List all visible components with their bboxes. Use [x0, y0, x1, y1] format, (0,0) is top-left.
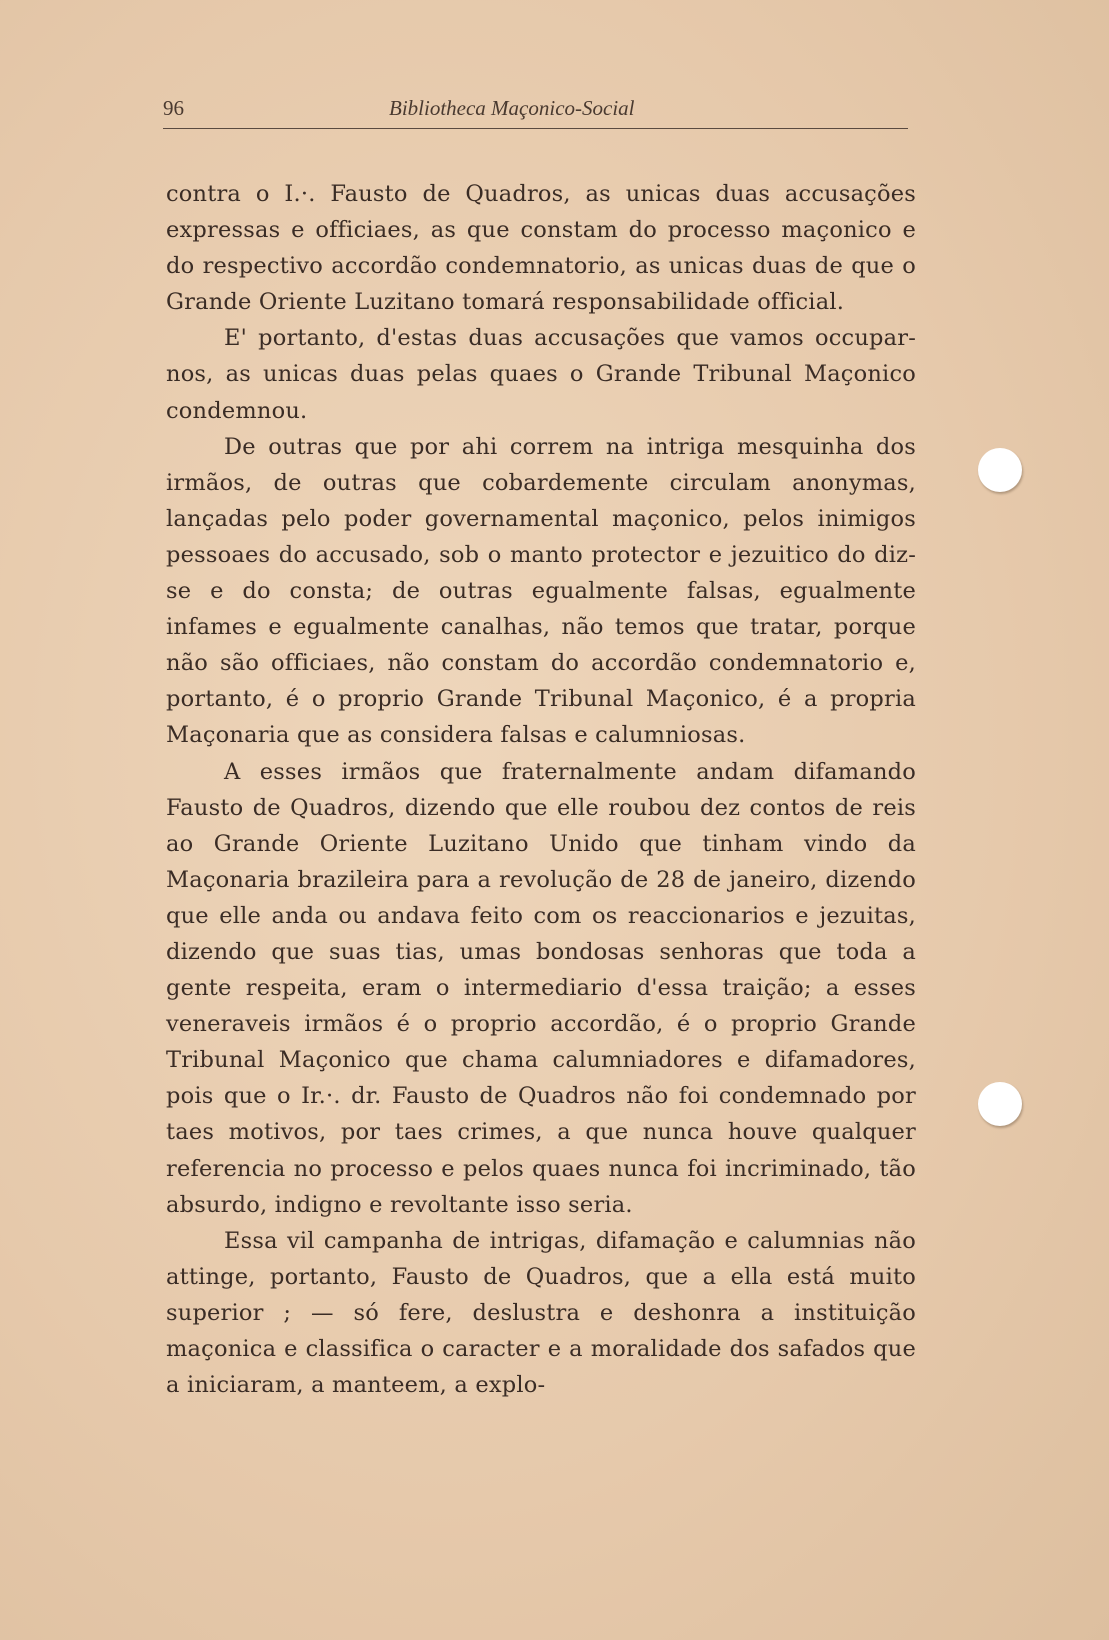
- body-text: [166, 176, 916, 1403]
- running-title: Bibliotheca Maçonico-Social: [389, 96, 635, 120]
- header-rule: [163, 128, 908, 129]
- punch-hole: [978, 448, 1022, 492]
- page-header: [163, 94, 908, 128]
- paragraph: A esses irmãos que fraternalmente andam difamando Fausto de Quadros, dizendo que elle roubou dez contos de reis ao Grande Oriente Luzitano Unido que tinham vindo da Maçonaria brazileira para a revolução de 28 de janeiro, dizendo que elle anda ou andava feito com os reaccionarios e jezuitas, dizendo que suas tias, umas bondosas senhoras que toda a gente respeita, eram o intermediario d'essa traição; a esses veneraveis irmãos é o proprio accordão, é o proprio Grande Tribunal Maçonico que chama calumniadores e difamadores, pois que o Ir.·. dr. Fausto de Quadros não foi condemnado por taes motivos, por taes crimes, a que nunca houve qualquer referencia no processo e pelos quaes nunca foi incriminado, tão absurdo, indigno e revoltante isso seria.: [166, 758, 916, 1218]
- paragraph: E' portanto, d'estas duas accusações que vamos occupar-nos, as unicas duas pelas quaes o Grande Tribunal Maçonico condemnou.: [166, 325, 916, 424]
- punch-hole: [978, 1082, 1022, 1126]
- paragraph: De outras que por ahi correm na intriga mesquinha dos irmãos, de outras que cobardemente circulam anonymas, lançadas pelo poder governamental maçonico, pelos inimigos pessoaes do accusado, sob o manto protector e jezuitico do diz-se e do consta; de outras egualmente falsas, egualmente infames e egualmente canalhas, não temos que tratar, porque não são officiaes, não constam do accordão condemnatorio e, portanto, é o proprio Grande Tribunal Maçonico, é a propria Maçonaria que as considera falsas e calumniosas.: [166, 433, 916, 749]
- paragraph: contra o I.·. Fausto de Quadros, as unicas duas accusações expressas e officiaes, as que constam do processo maçonico e do respectivo accordão condemnatorio, as unicas duas de que o Grande Oriente Luzitano tomará responsabilidade official.: [166, 181, 916, 316]
- page-number: 96: [163, 96, 184, 120]
- paragraph: Essa vil campanha de intrigas, difamação e calumnias não attinge, portanto, Fausto de Quadros, que a ella está muito superior ; — só fere, deslustra e deshonra a instituição maçonica e classifica o caracter e a moralidade dos safados que a iniciaram, a manteem, a explo-: [166, 1227, 916, 1399]
